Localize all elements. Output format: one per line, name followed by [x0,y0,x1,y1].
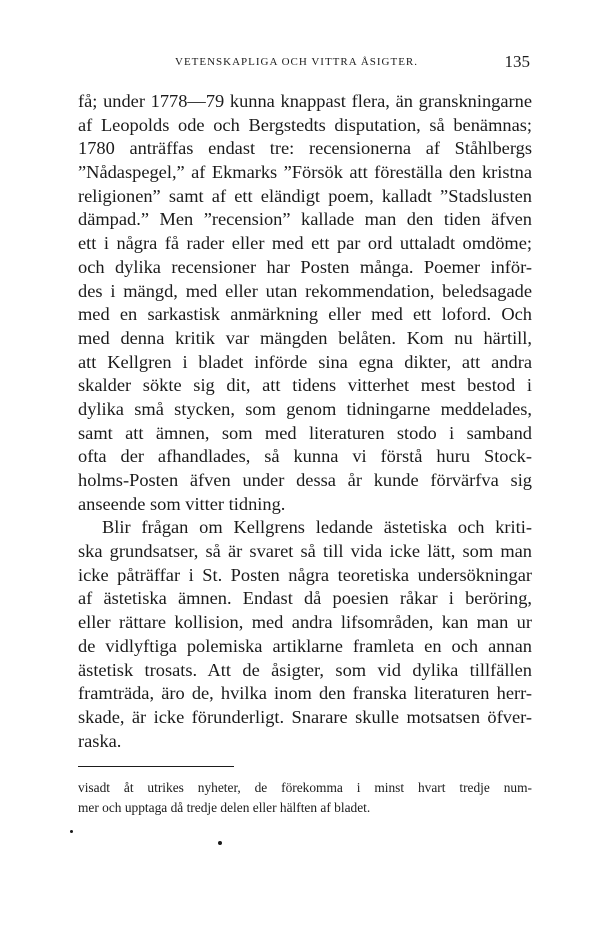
ink-speck [70,830,73,833]
footnote-divider [78,766,234,767]
text-line: af Leopolds ode och Bergstedts disputation, så benämnas; [78,114,532,135]
text-line: ska grundsatser, så är svaret så till vida icke lätt, som man [78,541,532,562]
ink-speck [218,841,222,845]
text-line: skade, är icke förunderligt. Snarare skulle motsatsen öfver- [78,706,532,727]
text-line: Blir frågan om Kellgrens ledande ästetiska och kriti- [102,517,532,538]
footnote-line: mer och upptaga då tredje delen eller hälften af bladet. [78,800,371,815]
text-line: holms-Posten äfven under dessa år kunde förvärfva sig [78,470,532,490]
text-line: 1780 anträffas endast tre: recensionerna af Ståhlbergs [78,138,532,159]
text-line: ett i några få rader eller med ett par ord uttaladt omdöme; [78,233,532,254]
text-line: samt att ämnen, som med literaturen stodo i samband [78,422,532,443]
text-line: att Kellgren i bladet införde sina egna dikter, att andra [78,351,532,372]
text-line: raska. [78,730,122,751]
text-line: få; under 1778—79 kunna knappast flera, än granskningarne [78,91,532,111]
text-line: dylika små stycken, som genom tidningarne meddelades, [78,398,532,419]
text-line: ästetisk trosats. Att de åsigter, som vid dylika tillfällen [78,659,532,680]
text-line: och dylika recensioner har Posten många. Poemer inför- [78,256,532,277]
text-line: religionen” samt af ett eländigt poem, kalladt ”Stadslusten [78,185,532,206]
footnote [78,778,532,818]
footnote-line: visadt åt utrikes nyheter, de förekomma i minst hvart tredje num- [78,780,532,795]
text-line: des i mängd, med eller utan rekommendation, beledsagade [78,280,532,301]
text-line: framträda, äro de, hvilka inom den franska literaturen herr- [78,683,532,704]
page-header [80,52,530,74]
text-line: de vidlyftiga polemiska artiklarne framleta en och annan [78,635,532,656]
running-head: VETENSKAPLIGA OCH VITTRA ÅSIGTER. [175,56,419,68]
text-line: med denna kritik var mängden belåten. Kom nu härtill, [78,327,532,348]
body-text [78,90,532,753]
text-line: icke påträffar i St. Posten några teoretiska undersökningar [78,564,532,585]
page-number: 135 [504,52,530,71]
text-line: dämpad.” Men ”recension” kallade man den tiden äfven [78,209,532,230]
text-line: ofta der afhandlades, så kunna vi förstå huru Stock- [78,446,532,467]
text-line: anseende som vitter tidning. [78,493,286,514]
text-line: med en sarkastisk anmärkning eller med ett loford. Och [78,304,532,325]
text-line: af ästetiska ämnen. Endast då poesien råkar i beröring, [78,588,532,609]
text-line: ”Nådaspegel,” af Ekmarks ”Försök att föreställa den kristna [78,162,532,183]
text-line: eller rättare kollision, med andra lifsområden, kan man ur [78,612,532,633]
text-line: skalder sökte sig dit, att tidens vitterhet mest bestod i [78,375,532,396]
